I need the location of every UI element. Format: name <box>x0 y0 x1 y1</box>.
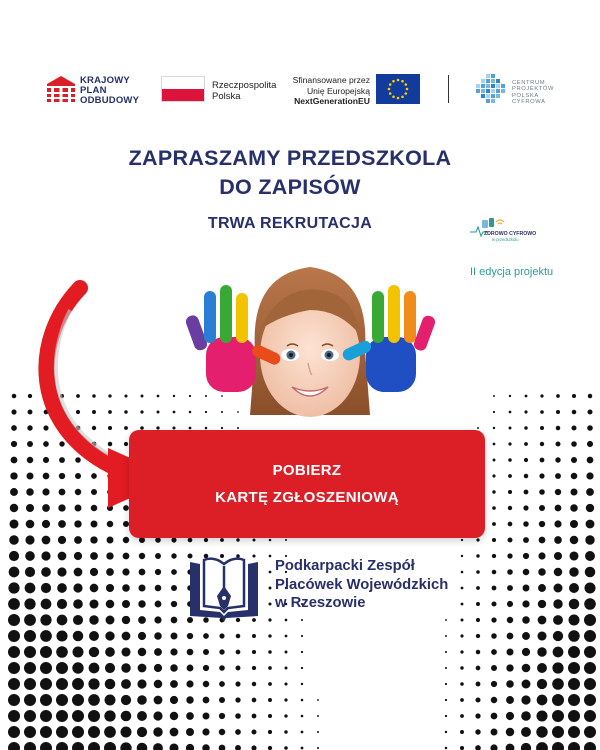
cppc-logo-icon <box>476 74 506 104</box>
logo-divider <box>448 75 449 103</box>
kpo-line-2: PLAN <box>80 85 107 96</box>
download-form-button[interactable] <box>129 430 485 538</box>
institution-name <box>275 557 448 613</box>
cta-line-1: POBIERZ <box>272 462 342 479</box>
rp-line-2: Polska <box>212 91 241 102</box>
title-line-2: DO ZAPISÓW <box>219 175 361 199</box>
institution-line-1: Podkarpacki Zespół <box>275 558 415 574</box>
title-line-1: ZAPRASZAMY PRZEDSZKOLA <box>128 146 452 170</box>
eu-line-2: Unię Europejską <box>306 85 370 96</box>
edition-label: II edycja projektu <box>470 266 554 278</box>
recruitment-subtitle: TRWA REKRUTACJA <box>207 215 373 232</box>
zc-line-2: w przedszkolu <box>492 237 519 242</box>
kpo-logo-icon <box>47 76 75 102</box>
cppc-line-2: PROJEKTÓW <box>512 86 555 93</box>
eu-funding-text <box>287 75 370 107</box>
cta-line-2: KARTĘ ZGŁOSZENIOWĄ <box>215 489 399 506</box>
cppc-line-1: CENTRUM <box>512 80 546 86</box>
zdrowo-cyfrowo-logo <box>468 216 536 244</box>
cppc-line-3: POLSKA <box>512 92 539 99</box>
institution-line-3: w Rzeszowie <box>275 595 366 611</box>
eu-line-1: Sfinansowane przez <box>292 75 370 85</box>
rzeczpospolita-logo-text <box>212 80 276 102</box>
eu-flag-icon <box>376 74 420 104</box>
polish-flag-icon <box>161 76 205 102</box>
eu-line-3: NextGenerationEU <box>294 96 370 106</box>
institution-book-pen-logo <box>184 552 264 630</box>
kpo-line-3: ODBUDOWY <box>80 95 140 106</box>
institution-line-2: Placówek Wojewódzkich <box>275 576 449 593</box>
kpo-line-1: KRAJOWY <box>80 75 130 86</box>
cppc-logo-text <box>512 80 554 106</box>
zc-line-1: ZDROWO CYFROWO <box>484 231 536 237</box>
cppc-line-4: CYFROWA <box>512 99 546 106</box>
rp-line-1: Rzeczpospolita <box>212 80 277 91</box>
kpo-logo-text <box>80 76 139 106</box>
page-title <box>0 144 580 202</box>
